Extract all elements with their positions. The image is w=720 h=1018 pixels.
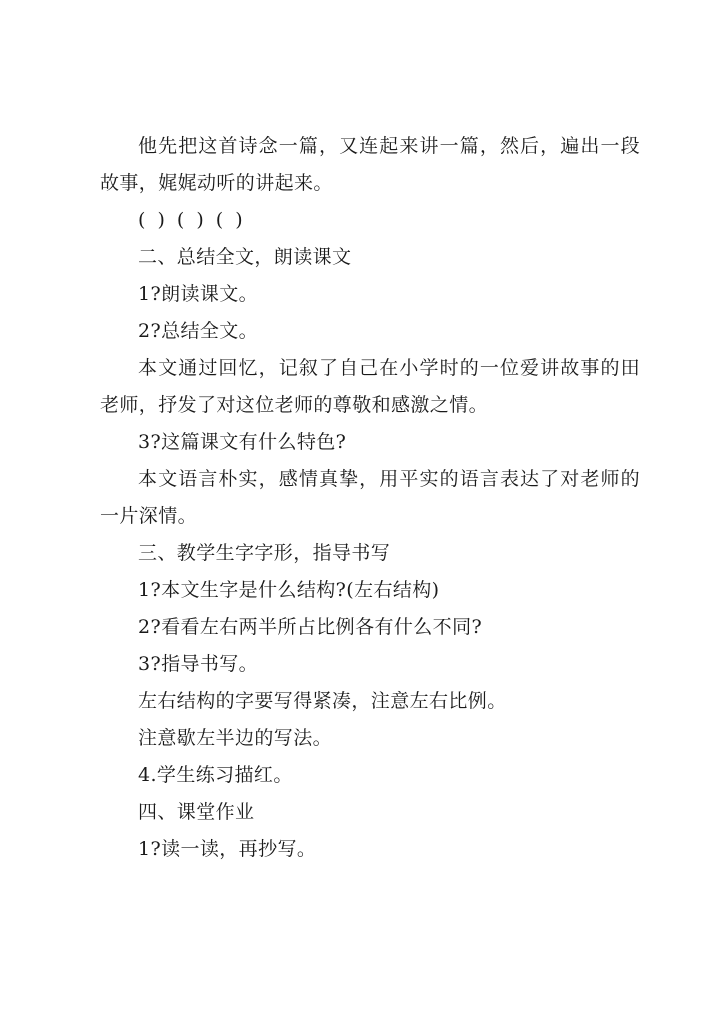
- list-item-tracing: 4.学生练习描红。: [138, 764, 293, 786]
- paragraph-blanks: ( ) ( ) ( ): [138, 209, 246, 231]
- list-item-read-aloud: 1?朗读课文。: [138, 283, 259, 305]
- document-body: [100, 128, 640, 868]
- paragraph-story-telling: 他先把这首诗念一篇，又连起来讲一篇，然后，遍出一段故事，娓娓动听的讲起来。: [100, 135, 640, 194]
- paragraph-writing-note: 注意歇左半边的写法。: [138, 727, 333, 749]
- paragraph-writing-tip: 左右结构的字要写得紧凑，注意左右比例。: [138, 690, 507, 712]
- list-item-summarize: 2?总结全文。: [138, 320, 259, 342]
- paragraph-summary: 本文通过回忆，记叙了自己在小学时的一位爱讲故事的田老师，抒发了对这位老师的尊敬和感激之情。: [100, 357, 640, 416]
- section-heading-4: 四、课堂作业: [138, 801, 255, 823]
- list-item-proportion: 2?看看左右两半所占比例各有什么不同?: [138, 616, 483, 638]
- list-item-read-copy: 1?读一读，再抄写。: [138, 838, 317, 860]
- section-heading-2: 二、总结全文，朗读课文: [138, 246, 352, 268]
- list-item-features-question: 3?这篇课文有什么特色?: [138, 431, 347, 453]
- list-item-writing-guide: 3?指导书写。: [138, 653, 259, 675]
- section-heading-3: 三、教学生字字形，指导书写: [138, 542, 391, 564]
- list-item-structure: 1?本文生字是什么结构?(左右结构): [138, 579, 440, 601]
- paragraph-features-answer: 本文语言朴实，感情真挚，用平实的语言表达了对老师的一片深情。: [100, 468, 640, 527]
